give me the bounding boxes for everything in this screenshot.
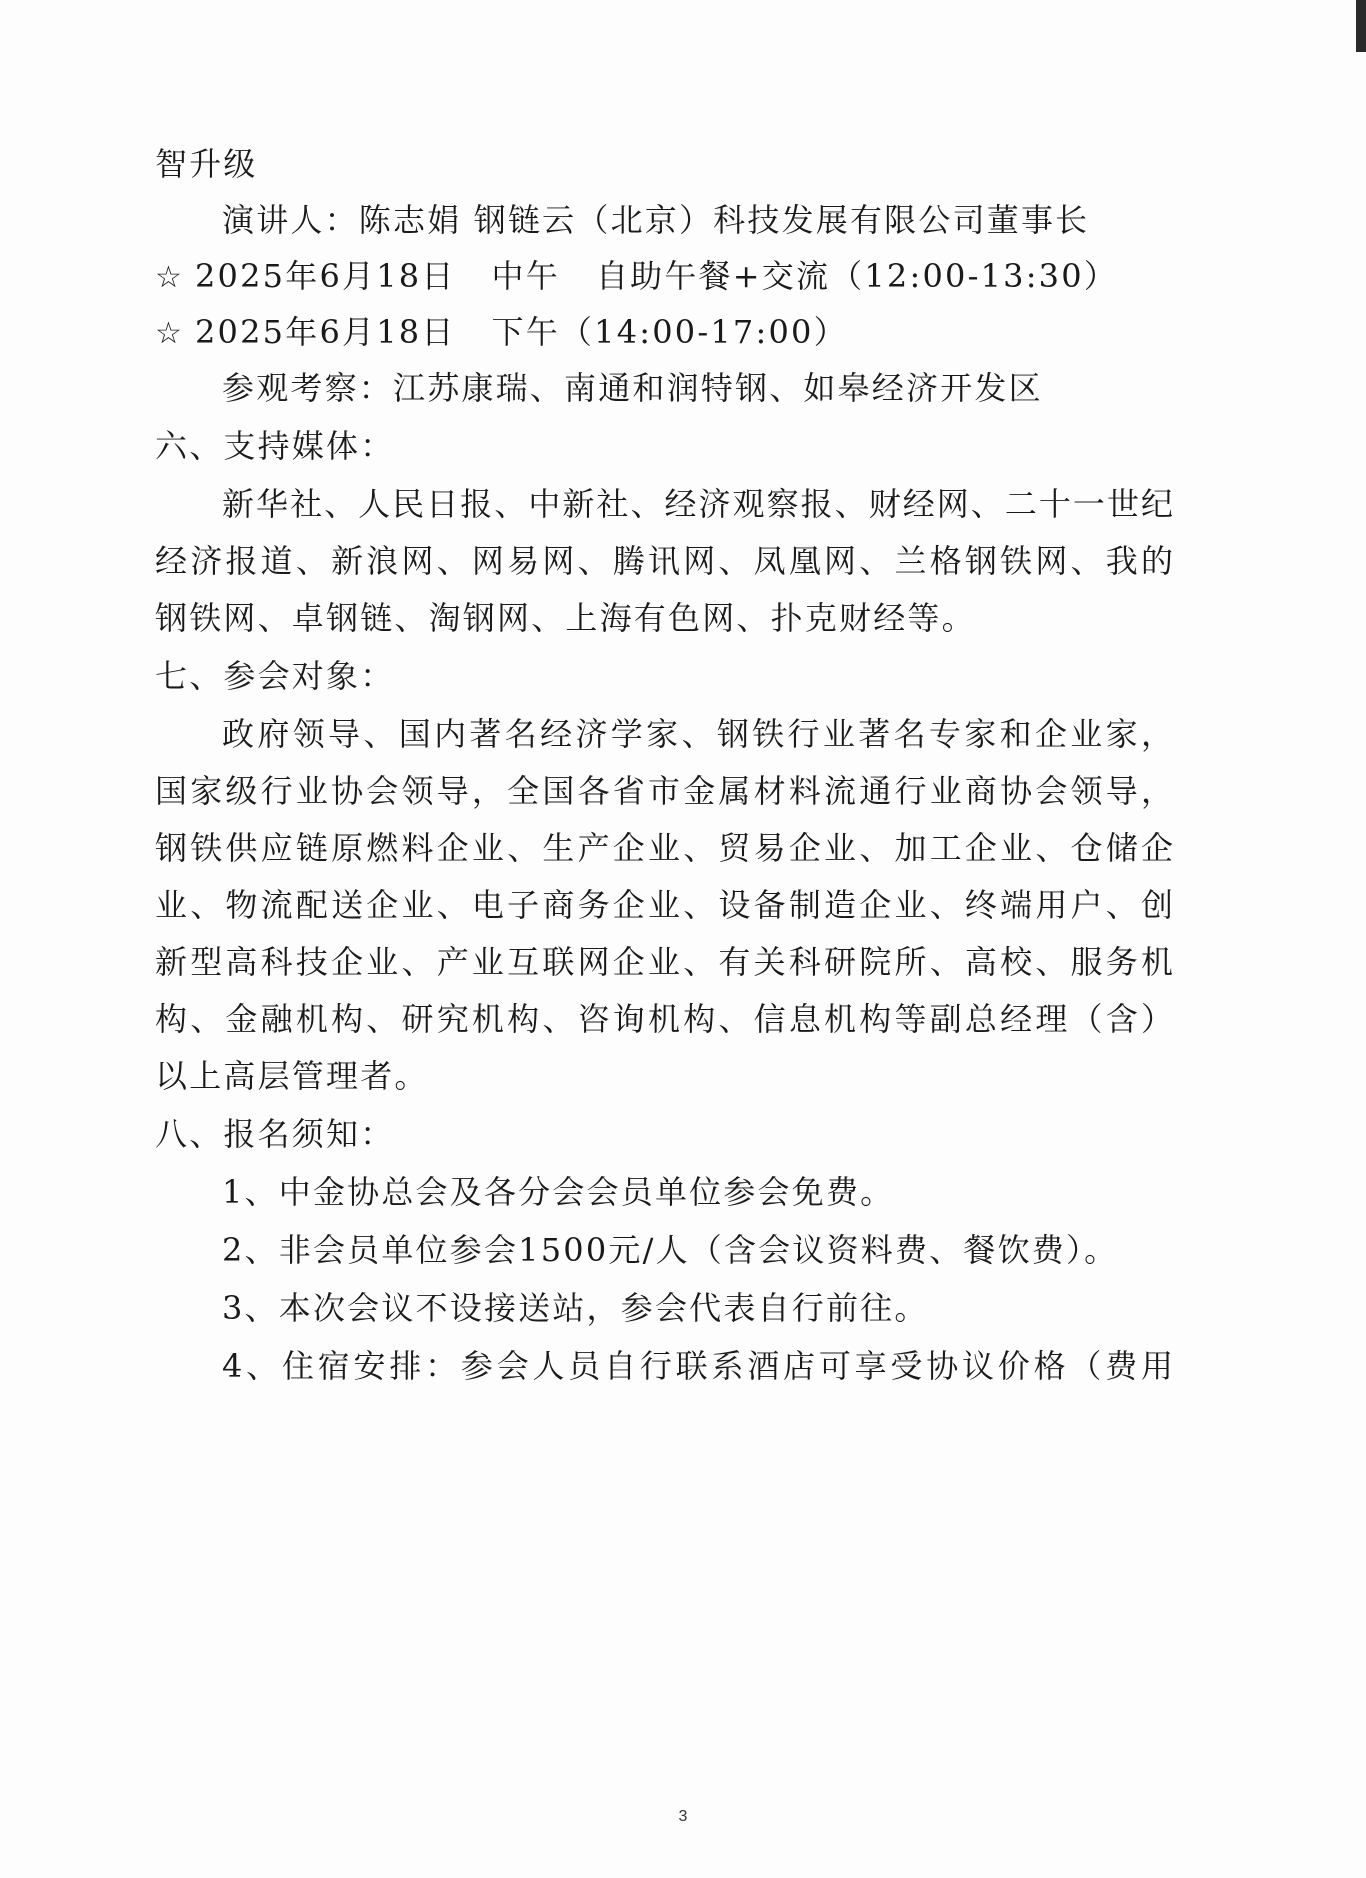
schedule-date: 2025年6月18日 [195, 257, 456, 295]
paragraph-line: 新华社、人民日报、中新社、经济观察报、财经网、二十一世纪 [222, 485, 1173, 523]
paragraph-line: 政府领导、国内著名经济学家、钢铁行业著名专家和企业家， [222, 715, 1173, 753]
list-item: 4、住宿安排：参会人员自行联系酒店可享受协议价格（费用 [222, 1347, 1173, 1385]
section-heading: 六、支持媒体： [155, 427, 395, 465]
list-item: 1、中金协总会及各分会会员单位参会免费。 [222, 1173, 895, 1211]
visit-line: 参观考察：江苏康瑞、南通和润特钢、如皋经济开发区 [222, 369, 1043, 407]
page-number: 3 [678, 1808, 688, 1825]
section-heading: 八、报名须知： [155, 1115, 395, 1153]
schedule-activity: 自助午餐+交流（12:00-13:30） [595, 257, 1119, 295]
schedule-period: 下午（14:00-17:00） [491, 313, 848, 351]
scan-edge-mark [1356, 0, 1366, 52]
list-item: 2、非会员单位参会1500元/人（含会议资料费、餐饮费）。 [222, 1231, 1119, 1269]
paragraph-line: 构、金融机构、研究机构、咨询机构、信息机构等副总经理（含） [155, 1000, 1173, 1038]
paragraph-line: 钢铁网、卓钢链、淘钢网、上海有色网、扑克财经等。 [155, 599, 976, 637]
paragraph-line: 钢铁供应链原燃料企业、生产企业、贸易企业、加工企业、仓储企 [155, 829, 1173, 867]
list-item: 3、本次会议不设接送站，参会代表自行前往。 [222, 1289, 929, 1327]
schedule-item [155, 312, 848, 354]
section-heading: 七、参会对象： [155, 657, 395, 695]
speaker-line: 演讲人：陈志娟 钢链云（北京）科技发展有限公司董事长 [222, 201, 1090, 239]
paragraph-line: 国家级行业协会领导，全国各省市金属材料流通行业商协会领导， [155, 772, 1173, 810]
schedule-item [155, 256, 1118, 298]
paragraph-line: 新型高科技企业、产业互联网企业、有关科研院所、高校、服务机 [155, 943, 1173, 981]
star-icon: ☆ [155, 260, 185, 295]
paragraph-line: 以上高层管理者。 [155, 1057, 429, 1095]
schedule-period: 中午 [491, 257, 560, 295]
schedule-date: 2025年6月18日 [195, 313, 456, 351]
paragraph-line: 经济报道、新浪网、网易网、腾讯网、凤凰网、兰格钢铁网、我的 [155, 542, 1173, 580]
paragraph-line: 业、物流配送企业、电子商务企业、设备制造企业、终端用户、创 [155, 886, 1173, 924]
star-icon: ☆ [155, 316, 185, 351]
text-line: 智升级 [155, 145, 258, 183]
